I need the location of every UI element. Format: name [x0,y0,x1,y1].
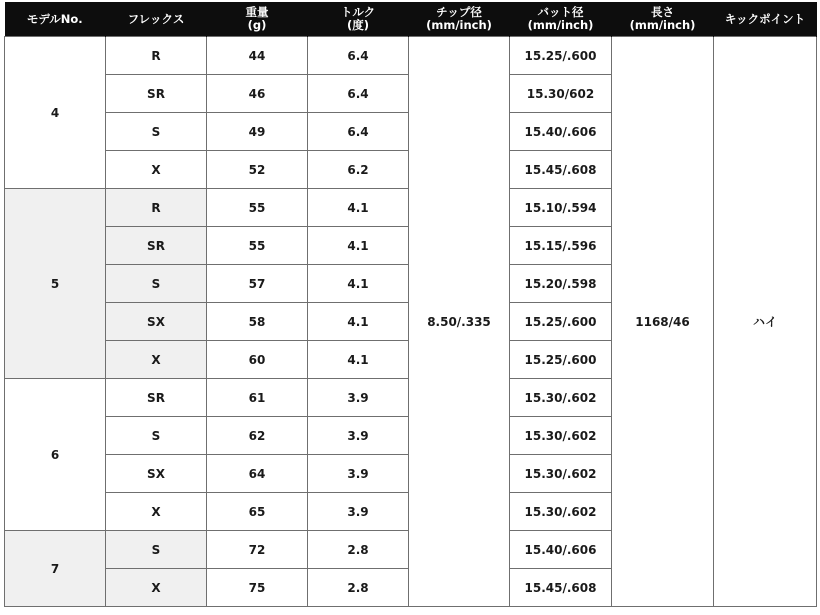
butt-diameter-cell: 15.30/.602 [510,417,612,455]
torque-cell: 6.4 [308,37,409,75]
weight-cell: 44 [207,37,308,75]
header-text: (mm/inch) [527,18,594,32]
flex-cell: SR [106,379,207,417]
model-cell: 5 [5,189,106,379]
butt-diameter-cell: 15.25/.600 [510,303,612,341]
flex-cell: SR [106,75,207,113]
torque-cell: 2.8 [308,531,409,569]
header-row [5,2,817,37]
header-text: (mm/inch) [629,18,696,32]
butt-diameter-cell: 15.30/602 [510,75,612,113]
torque-cell: 6.4 [308,75,409,113]
header-kick-point [714,2,817,37]
weight-cell: 55 [207,227,308,265]
header-text: キックポイント [724,11,806,26]
weight-cell: 46 [207,75,308,113]
header-text: 長さ [651,5,674,19]
weight-cell: 58 [207,303,308,341]
header-text: モデルNo. [26,11,83,26]
spec-table-container [4,2,816,607]
flex-cell: SX [106,303,207,341]
kick-point-cell: ハイ [714,37,817,607]
butt-diameter-cell: 15.45/.608 [510,569,612,607]
torque-cell: 4.1 [308,227,409,265]
header-text: (mm/inch) [426,18,492,32]
length-cell: 1168/46 [612,37,714,607]
tip-diameter-cell: 8.50/.335 [409,37,510,607]
table-body [5,37,817,607]
header-torque [308,2,409,37]
header-text: 重量 [245,5,269,19]
weight-cell: 61 [207,379,308,417]
header-text: バット径 [537,5,584,19]
torque-cell: 6.2 [308,151,409,189]
model-cell: 4 [5,37,106,189]
model-cell: 6 [5,379,106,531]
header-text: (度) [346,18,369,32]
flex-cell: R [106,189,207,227]
flex-cell: SX [106,455,207,493]
torque-cell: 3.9 [308,417,409,455]
header-weight [207,2,308,37]
butt-diameter-cell: 15.30/.602 [510,379,612,417]
weight-cell: 75 [207,569,308,607]
weight-cell: 55 [207,189,308,227]
flex-cell: X [106,151,207,189]
butt-diameter-cell: 15.20/.598 [510,265,612,303]
torque-cell: 3.9 [308,455,409,493]
butt-diameter-cell: 15.40/.606 [510,531,612,569]
weight-cell: 49 [207,113,308,151]
header-text: トルク [340,5,376,19]
butt-diameter-cell: 15.10/.594 [510,189,612,227]
weight-cell: 52 [207,151,308,189]
header-text: (g) [247,18,267,32]
weight-cell: 72 [207,531,308,569]
flex-cell: S [106,417,207,455]
flex-cell: S [106,265,207,303]
header-model [5,2,106,37]
model-cell: 7 [5,531,106,607]
torque-cell: 3.9 [308,379,409,417]
torque-cell: 4.1 [308,303,409,341]
butt-diameter-cell: 15.30/.602 [510,493,612,531]
torque-cell: 6.4 [308,113,409,151]
butt-diameter-cell: 15.15/.596 [510,227,612,265]
torque-cell: 4.1 [308,189,409,227]
header-flex [106,2,207,37]
table-row [5,37,817,75]
flex-cell: X [106,341,207,379]
header-tip-diameter [409,2,510,37]
header-text: フレックス [127,11,185,26]
butt-diameter-cell: 15.40/.606 [510,113,612,151]
torque-cell: 4.1 [308,265,409,303]
flex-cell: S [106,531,207,569]
shaft-spec-table [4,2,817,607]
flex-cell: S [106,113,207,151]
flex-cell: X [106,569,207,607]
weight-cell: 65 [207,493,308,531]
header-length [612,2,714,37]
butt-diameter-cell: 15.25/.600 [510,37,612,75]
flex-cell: R [106,37,207,75]
weight-cell: 64 [207,455,308,493]
torque-cell: 4.1 [308,341,409,379]
butt-diameter-cell: 15.45/.608 [510,151,612,189]
torque-cell: 2.8 [308,569,409,607]
flex-cell: SR [106,227,207,265]
butt-diameter-cell: 15.30/.602 [510,455,612,493]
torque-cell: 3.9 [308,493,409,531]
header-text: チップ径 [436,5,482,19]
header-butt-diameter [510,2,612,37]
flex-cell: X [106,493,207,531]
weight-cell: 62 [207,417,308,455]
weight-cell: 57 [207,265,308,303]
butt-diameter-cell: 15.25/.600 [510,341,612,379]
weight-cell: 60 [207,341,308,379]
